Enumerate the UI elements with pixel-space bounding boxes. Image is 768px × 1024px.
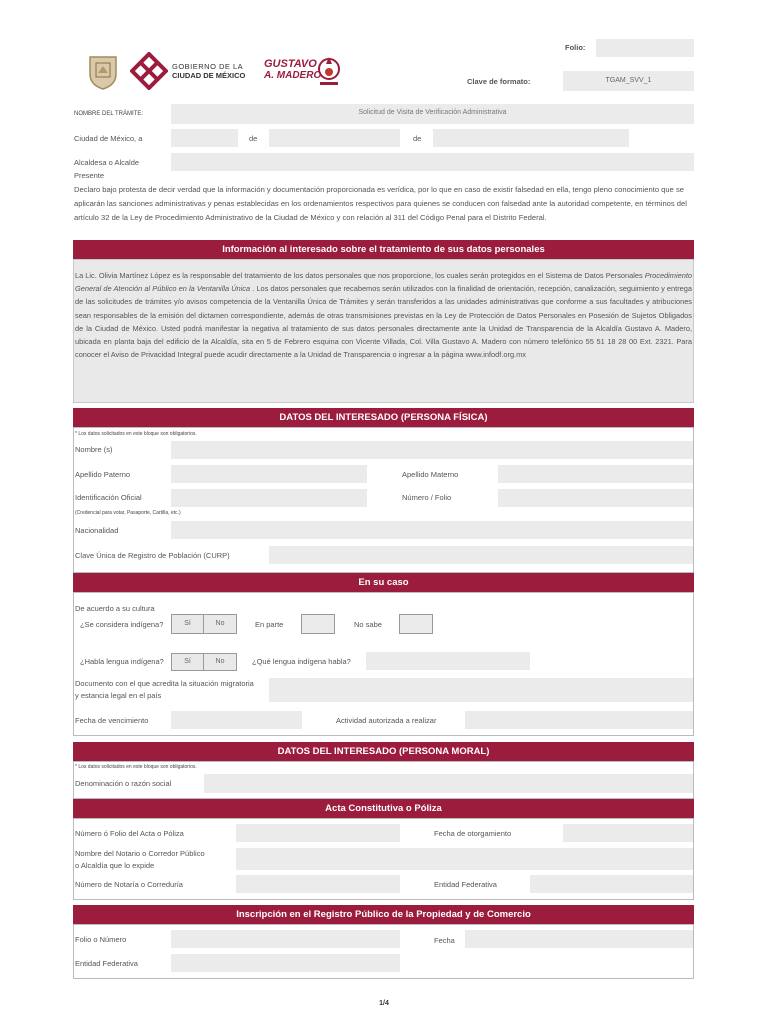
lengua-question: ¿Habla lengua indígena? (80, 657, 164, 666)
numero-acta-label: Número ó Folio del Acta o Póliza (75, 829, 184, 838)
moral-note: * Los datos solicitados en este bloque son obligatorios. (75, 764, 197, 770)
numero-folio-label: Número / Folio (402, 493, 452, 502)
apellido-materno-field[interactable] (498, 465, 693, 483)
denominacion-field[interactable] (204, 774, 693, 793)
que-lengua-field[interactable] (366, 652, 530, 670)
persona-moral-title: DATOS DEL INTERESADO (PERSONA MORAL) (73, 742, 694, 761)
numero-notaria-label: Número de Notaría o Correduría (75, 880, 183, 889)
en-parte-label: En parte (255, 620, 284, 629)
que-lengua-label: ¿Qué lengua indígena habla? (252, 657, 351, 666)
alcaldesa-label: Alcaldesa o Alcalde (74, 158, 140, 167)
folio-numero-label: Folio o Número (75, 935, 127, 944)
anio-field[interactable] (433, 129, 629, 147)
indigena-no-option[interactable]: No (203, 614, 237, 634)
folio-label: Folio: (565, 43, 586, 52)
presente-label: Presente (74, 171, 105, 180)
actividad-label: Actividad autorizada a realizar (336, 716, 437, 725)
fecha-otorgamiento-label: Fecha de otorgamiento (434, 829, 512, 838)
fecha-vencimiento-label: Fecha de vencimiento (75, 716, 149, 725)
alcaldia-emblem-icon (316, 53, 342, 89)
persona-fisica-title: DATOS DEL INTERESADO (PERSONA FÍSICA) (73, 408, 694, 427)
gobierno-logo-text-2: CIUDAD DE MÉXICO (172, 71, 246, 80)
lengua-si-option[interactable]: Sí (171, 653, 204, 671)
apellido-paterno-field[interactable] (171, 465, 367, 483)
folio-numero-field[interactable] (171, 930, 400, 948)
clave-formato-label: Clave de formato: (467, 77, 531, 86)
fecha-otorgamiento-field[interactable] (563, 824, 693, 842)
declaracion-text: Declaro bajo protesta de decir verdad que la información y documentación proporcionada es verídica, por lo que en caso de existir falsedad en ella, tengo pleno conocimiento que se aplicarán las sanciones administrativas y penas establecidas en los ordenamientos respectivos para quienes se conducen con falsedad ante la autoridad competente, en términos del artículo 32 de la Ley de Procedimiento Administrativo de la Ciudad de México y con relación al 311 del Código Penal para el Distrito Federal. (74, 185, 687, 222)
privacidad-text (75, 269, 692, 361)
numero-notaria-field[interactable] (236, 875, 400, 893)
indigena-si-option[interactable]: Sí (171, 614, 204, 634)
privacidad-text-a: La Lic. Olivia Martínez López es la responsable del tratamiento de los datos personales que nos proporcione, los cuales serán protegidos en el Sistema de Datos Personales (75, 271, 645, 280)
entidad-federativa-registro-label: Entidad Federativa (75, 959, 138, 968)
doc-migratorio-label-2: y estancia legal en el país (75, 691, 162, 700)
registro-title: Inscripción en el Registro Público de la Propiedad y de Comercio (73, 905, 694, 924)
gobierno-logo-text-1: GOBIERNO DE LA (172, 62, 244, 71)
alcaldia-logo-text-1: GUSTAVO (264, 58, 317, 70)
de-label-1: de (249, 134, 258, 143)
nacionalidad-field[interactable] (171, 521, 693, 539)
actividad-field[interactable] (465, 711, 693, 729)
doc-migratorio-field[interactable] (269, 678, 693, 702)
entidad-federativa-acta-label: Entidad Federativa (434, 880, 497, 889)
identificacion-label: Identificación Oficial (75, 493, 142, 502)
privacidad-title: Información al interesado sobre el tratamiento de sus datos personales (73, 240, 694, 259)
entidad-federativa-registro-field[interactable] (171, 954, 400, 972)
fecha-vencimiento-field[interactable] (171, 711, 302, 729)
nacionalidad-label: Nacionalidad (75, 526, 119, 535)
no-sabe-label: No sabe (354, 620, 382, 629)
doc-migratorio-label-1: Documento con el que acredita la situación migratoria (75, 679, 254, 688)
numero-folio-field[interactable] (498, 489, 693, 507)
privacidad-text-b: . Los datos personales que recabemos serán utilizados con la finalidad de orientación, recepción, canalización, seguimiento y entrega de las solicitudes de trámites y/o avisos competencia de la Ventanilla Única de Trámites y serán transferidos a las unidades administrativas que conforme a sus facultades y atribuciones sean responsables de la emisión del dictamen correspondiente, además de otras transmisiones previstas en la Ley de Protección de Datos Personales en Posesión de Sujetos Obligados de la Ciudad de México. Usted podrá manifestar la negativa al tratamiento de sus datos personales directamente ante la Unidad de Transparencia de la Alcaldía Gustavo A. Madero, ubicada en planta baja del edificio de la Alcaldía, sita en 5 de Febrero esquina con Vicente Villada, Col. Villa Gustavo A. Madero con número telefónico 55 51 18 28 00 Ext. 2321. Para conocer el Aviso de Privacidad Integral puede acudir directamente a la Unidad de Transparencia o ingresar a la página www.infodf.org.mx (75, 284, 692, 360)
cultura-label: De acuerdo a su cultura (75, 604, 155, 613)
en-parte-checkbox[interactable] (301, 614, 335, 634)
ciudad-label: Ciudad de México, a (74, 134, 143, 143)
notario-field[interactable] (236, 848, 693, 870)
numero-acta-field[interactable] (236, 824, 400, 842)
credencial-note: (Credencial para votar, Pasaporte, Cartilla, etc.) (75, 510, 181, 516)
cdmx-logo-icon (130, 52, 168, 90)
indigena-question: ¿Se considera indígena? (80, 620, 164, 629)
de-label-2: de (413, 134, 422, 143)
privacidad-text-italic: Procedimiento General de Atención al Público en la Ventanilla Única (75, 271, 692, 294)
entidad-federativa-acta-field[interactable] (530, 875, 693, 893)
page-number: 1/4 (379, 1000, 389, 1007)
acta-title: Acta Constitutiva o Póliza (73, 799, 694, 818)
apellido-materno-label: Apellido Materno (402, 470, 459, 479)
alcaldia-logo-text-2: A. MADERO (264, 70, 322, 81)
mes-field[interactable] (269, 129, 400, 147)
nombre-tramite-label: NOMBRE DEL TRÁMITE: (74, 111, 144, 117)
notario-label-2: o Alcaldía que lo expide (75, 861, 155, 870)
nombre-tramite-field (171, 104, 694, 124)
clave-formato-value: TGAM_SVV_1 (605, 77, 652, 84)
fecha-registro-field[interactable] (465, 930, 693, 948)
nombre-label: Nombre (s) (75, 445, 113, 454)
clave-formato-field (563, 71, 694, 91)
curp-field[interactable] (269, 546, 693, 564)
notario-label-1: Nombre del Notario o Corredor Público (75, 849, 205, 858)
dia-field[interactable] (171, 129, 238, 147)
fecha-registro-label: Fecha (434, 936, 455, 945)
fisica-note: * Los datos solicitados en este bloque son obligatorios. (75, 431, 197, 437)
alcaldesa-field[interactable] (171, 153, 694, 171)
curp-label: Clave Única de Registro de Población (CURP) (75, 551, 230, 560)
nombre-field[interactable] (171, 441, 693, 459)
nombre-tramite-value: Solicitud de Visita de Verificación Administrativa (358, 109, 507, 116)
lengua-no-option[interactable]: No (203, 653, 237, 671)
denominacion-label: Denominación o razón social (75, 779, 172, 788)
apellido-paterno-label: Apellido Paterno (75, 470, 131, 479)
alcaldia-logo (262, 53, 342, 91)
identificacion-field[interactable] (171, 489, 367, 507)
folio-field[interactable] (596, 39, 694, 57)
no-sabe-checkbox[interactable] (399, 614, 433, 634)
cdmx-seal-icon (87, 54, 119, 90)
en-su-caso-title: En su caso (73, 573, 694, 592)
